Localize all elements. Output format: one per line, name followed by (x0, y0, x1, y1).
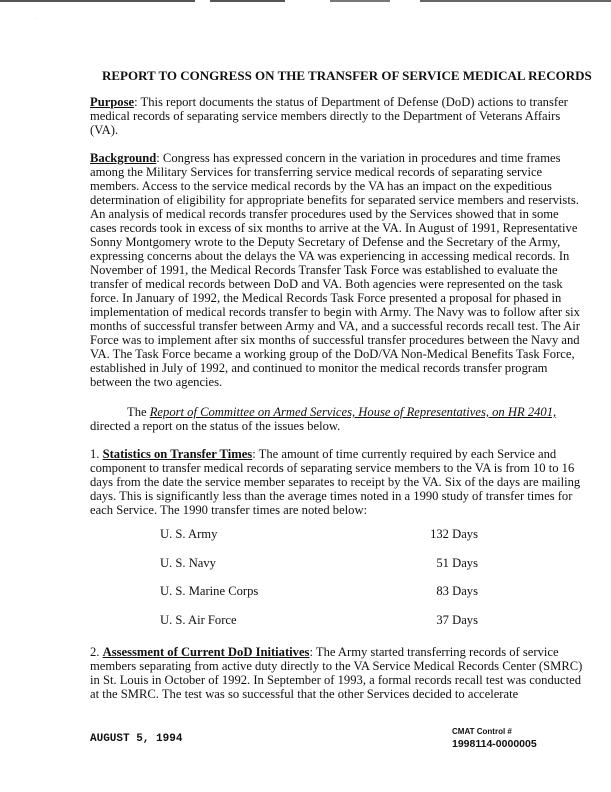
service-name: U. S. Navy (160, 555, 216, 570)
table-row (160, 584, 478, 613)
background-text: : Congress has expressed concern in the variation in procedures and time frames among the Military Services for transferring service medical records of separating service members. Access to the service medical records by the VA has an impact on the expeditious determination of eligibility for appropriate benefits for separated service members and reservists. An analysis of medical records transfer procedures used by the Services showed that in some cases records took in excess of six months to arrive at the VA. In August of 1991, Representative Sonny Montgomery wrote to the Deputy Secretary of Defense and the Secretary of the Army, expressing concerns about the delays the VA was experiencing in accessing medical records. In November of 1991, the Medical Records Transfer Task Force was established to evaluate the transfer of medical records between DoD and VA. Both agencies were represented on the task force. In January of 1992, the Medical Records Task Force presented a proposal for phased in implementation of medical records transfer to begin with Army. The Navy was to follow after six months of successful transfer between Army and VA, and a successful records recall test. The Air Force was to implement after six months of successful transfer procedures between the Navy and VA. The Task Force became a working group of the DoD/VA Non-Medical Benefits Task Force, established in July of 1992, and continued to monitor the medical records transfer program between the two agencies. (90, 151, 580, 389)
table-row (160, 556, 478, 585)
background-label: Background (90, 151, 157, 165)
scan-specks: · · (34, 16, 38, 21)
document-title: REPORT TO CONGRESS ON THE TRANSFER OF SERVICE MEDICAL RECORDS (102, 68, 592, 83)
scan-artifact (0, 0, 195, 2)
scan-artifact (210, 0, 285, 2)
footer-date: AUGUST 5, 1994 (90, 733, 183, 745)
section-1-text: : The amount of time currently required by each Service and component to transfer medical records of separating service members to the VA is from 10 to 16 days from the date the service member separates to receipt by the VA. Six of the days are mailing days. This is significantly less than the average times noted in a 1990 study of transfer times for each Service. The 1990 transfer times are noted below: (90, 447, 581, 517)
section-1-label: Statistics on Transfer Times (102, 447, 253, 461)
transfer-days: 132 Days (430, 527, 478, 541)
committee-report-reference: Report of Committee on Armed Services, House of Representatives, on HR 2401, (149, 405, 557, 419)
transfer-days: 51 Days (436, 555, 478, 570)
service-name: U. S. Air Force (160, 612, 237, 627)
transfer-days: 37 Days (436, 612, 478, 627)
section-2-label: Assessment of Current DoD Initiatives (102, 645, 310, 659)
scan-artifact (330, 0, 390, 2)
background-paragraph (90, 151, 585, 389)
purpose-paragraph (90, 95, 585, 137)
service-name: U. S. Marine Corps (160, 584, 259, 598)
section-2-text: : The Army started transferring records of service members separating from active duty directly to the VA Service Medical Records Center (SMRC) in St. Louis in October of 1992. In September of 1993, a formal records recall test was conducted at the SMRC. The test was so successful that the other Services decided to accelerate (90, 645, 583, 701)
section-1-number: 1. (90, 447, 103, 461)
purpose-label: Purpose (90, 95, 135, 109)
committee-paragraph (90, 405, 585, 433)
section-1-paragraph (90, 447, 585, 517)
section-2-number: 2. (90, 645, 103, 659)
cmat-control-label: CMAT Control # (452, 727, 512, 736)
committee-prefix: The (127, 405, 150, 419)
transfer-days: 83 Days (436, 584, 478, 598)
section-2-paragraph (90, 645, 585, 701)
table-row (160, 527, 478, 556)
scan-artifact (420, 0, 611, 2)
purpose-text: : This report documents the status of Department of Defense (DoD) actions to transfer medical records of separating service members directly to the Department of Veterans Affairs (VA). (90, 95, 568, 137)
cmat-control-number: 1998114-0000005 (452, 738, 537, 750)
committee-suffix: directed a report on the status of the issues below. (90, 419, 341, 433)
service-name: U. S. Army (160, 527, 218, 541)
transfer-times-table (160, 527, 478, 641)
cmat-control-block (452, 727, 537, 750)
table-row (160, 613, 478, 642)
